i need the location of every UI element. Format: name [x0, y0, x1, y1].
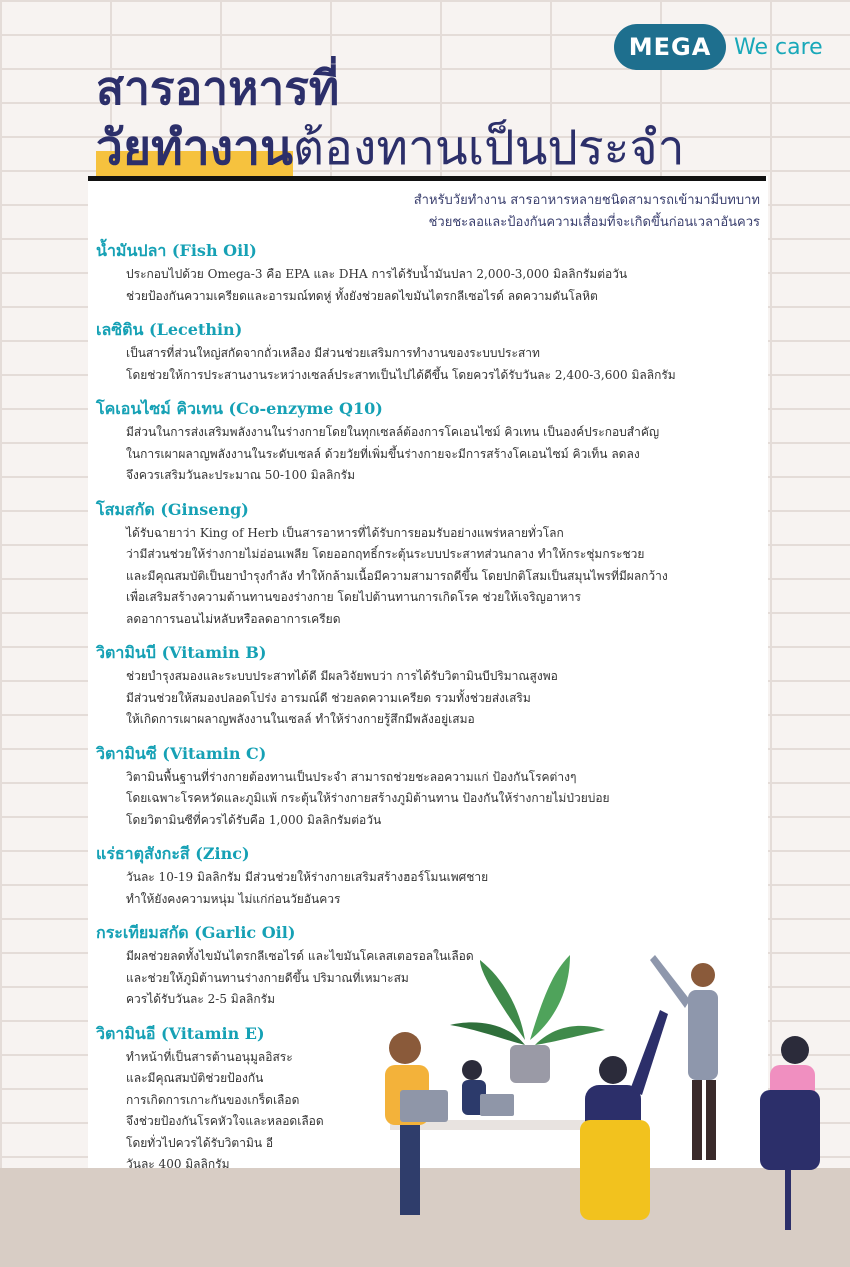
nutrient-description-line: และมีคุณสมบัติเป็นยาบำรุงกำลัง ทำให้กล้ามเนื้อมีความสามารถดีขึ้น โดยปกติโสมเป็นสมุนไพรที่มีผลกว้าง	[126, 568, 668, 583]
nutrient-description-line: ให้เกิดการเผาผลาญพลังงานในเซลล์ ทำให้ร่างกายรู้สึกมีพลังอยู่เสมอ	[126, 712, 475, 726]
intro-text	[414, 190, 760, 234]
title-rest: ต้องทานเป็นประจำ	[292, 120, 685, 176]
nutrient-section	[96, 743, 776, 832]
intro-line: สำหรับวัยทำงาน สารอาหารหลายชนิดสามารถเข้ามามีบทบาท	[413, 193, 760, 208]
nutrient-description-line: โดยช่วยให้การประสานงานระหว่างเซลล์ประสาทเป็นไปได้ดีขึ้น โดยควรได้รับวันละ 2,400-3,600 มิลลิกรัม	[126, 367, 676, 382]
nutrient-heading: โสมสกัด (Ginseng)	[96, 499, 249, 519]
nutrient-description-line: ทำหน้าที่เป็นสารต้านอนุมูลอิสระ	[126, 1049, 293, 1064]
nutrient-description-line: ในการเผาผลาญพลังงานในระดับเซลล์ ด้วยวัยที่เพิ่มขึ้นร่างกายจะมีการสร้างโคเอนไซม์ คิวเท็น ลดลง	[126, 446, 640, 461]
nutrient-description-line: ลดอาการนอนไม่หลับหรือลดอาการเครียด	[126, 611, 341, 626]
nutrient-heading: กระเทียมสกัด (Garlic Oil)	[96, 923, 296, 942]
nutrient-section	[96, 398, 776, 487]
nutrient-section	[96, 843, 776, 910]
woman-with-phone	[462, 1060, 514, 1116]
nutrient-description-line: โดยทั่วไปควรได้รับวิตามิน อี	[126, 1135, 274, 1150]
brand-tagline: We care	[734, 34, 823, 60]
mega-logo-badge: MEGA	[614, 24, 726, 70]
seated-woman-chair	[760, 1036, 820, 1230]
nutrient-heading: เลซิติน (Lecethin)	[96, 320, 243, 339]
nutrient-section	[96, 642, 776, 731]
nutrient-description-line: ควรได้รับวันละ 2-5 มิลลิกรัม	[126, 992, 276, 1006]
nutrient-description-line: วันละ 10-19 มิลลิกรัม มีส่วนช่วยให้ร่างกายเสริมสร้างฮอร์โมนเพศชาย	[126, 870, 489, 884]
nutrient-section	[96, 319, 776, 386]
nutrient-heading: วิตามินซี (Vitamin C)	[96, 743, 267, 763]
title-divider	[88, 176, 766, 181]
nutrient-heading: วิตามินบี (Vitamin B)	[96, 643, 267, 662]
office-team-illustration	[330, 930, 840, 1250]
nutrient-description-line: ช่วยป้องกันความเครียดและอารมณ์ทดหู่ ทั้งยังช่วยลดไขมันไตรกลีเซอไรด์ ลดความดันโลหิต	[126, 288, 598, 303]
title-highlight: วัยทำงาน	[96, 120, 293, 176]
nutrient-description-line: ประกอบไปด้วย Omega-3 คือ EPA และ DHA การได้รับน้ำมันปลา 2,000-3,000 มิลลิกรัมต่อวัน	[126, 267, 628, 281]
intro-line: ช่วยชะลอและป้องกันความเสื่อมที่จะเกิดขึ้นก่อนเวลาอันควร	[428, 215, 760, 230]
nutrient-description-line: มีผลช่วยลดทั้งไขมันไตรกลีเซอไรด์ และไขมันโคเลสเตอรอลในเลือด	[126, 949, 474, 963]
brand-logo	[614, 24, 823, 70]
nutrient-description-line: เพื่อเสริมสร้างความต้านทานของร่างกาย โดยไปต้านทานการเกิดโรค ช่วยให้เจริญอาหาร	[126, 590, 581, 604]
nutrient-description-line: ช่วยบำรุงสมองและระบบประสาทได้ดี มีผลวิจัยพบว่า การได้รับวิตามินบีปริมาณสูงพอ	[126, 669, 558, 683]
nutrient-heading: แร่ธาตุสังกะสี (Zinc)	[96, 844, 250, 863]
nutrient-description-line: จึงช่วยป้องกันโรคหัวใจและหลอดเลือด	[126, 1114, 324, 1128]
nutrient-heading: น้ำมันปลา (Fish Oil)	[96, 241, 257, 260]
nutrient-description-line: วันละ 400 มิลลิกรัม	[126, 1157, 230, 1171]
nutrient-description-line: และช่วยให้ภูมิต้านทานร่างกายดีขึ้น ปริมาณที่เหมาะสม	[126, 970, 409, 985]
standing-woman	[650, 955, 718, 1160]
nutrient-heading: โคเอนไซม์ คิวเทน (Co-enzyme Q10)	[96, 399, 383, 418]
nutrient-description-line: ทำให้ยังคงความหนุ่ม ไม่แก่ก่อนวัยอันควร	[126, 891, 341, 906]
nutrient-heading: วิตามินอี (Vitamin E)	[96, 1023, 265, 1043]
title-line-2	[96, 110, 685, 186]
nutrient-description-line: และมีคุณสมบัติช่วยป้องกัน	[126, 1071, 264, 1085]
nutrient-description-line: เป็นสารที่ส่วนใหญ่สกัดจากถั่วเหลือง มีส่วนช่วยเสริมการทำงานของระบบประสาท	[126, 346, 540, 360]
title-line-1: สารอาหารที่	[96, 61, 340, 115]
nutrient-section	[96, 499, 776, 631]
nutrient-description-line: ได้รับฉายาว่า King of Herb เป็นสารอาหารที่ได้รับการยอมรับอย่างแพร่หลายทั่วโลก	[126, 525, 564, 540]
nutrient-description-line: การเกิดการเกาะกันของเกร็ดเลือด	[126, 1092, 300, 1107]
nutrient-description-line: มีส่วนในการส่งเสริมพลังงานในร่างกายโดยในทุกเซลล์ต้องการโคเอนไซม์ คิวเทน เป็นองค์ประกอบสำคัญ	[126, 425, 660, 439]
nutrient-description-line: จึงควรเสริมวันละประมาณ 50-100 มิลลิกรัม	[126, 468, 356, 482]
nutrient-description-line: วิตามินพื้นฐานที่ร่างกายต้องทานเป็นประจำ สามารถช่วยชะลอความแก่ ป้องกันโรคต่างๆ	[126, 769, 577, 784]
person-raising-hand	[580, 1010, 668, 1220]
nutrient-description-line: โดยเฉพาะโรคหวัดและภูมิแพ้ กระตุ้นให้ร่างกายสร้างภูมิต้านทาน ป้องกันให้ร่างกายไม่ป่วยบ่อย	[126, 791, 610, 805]
nutrient-description-line: โดยวิตามินซีที่ควรได้รับคือ 1,000 มิลลิกรัมต่อวัน	[126, 812, 382, 827]
nutrient-description-line: ว่ามีส่วนช่วยให้ร่างกายไม่อ่อนเพลีย โดยออกฤทธิ์กระตุ้นระบบประสาทส่วนกลาง ทำให้กระชุ่มกระชวย	[126, 547, 645, 561]
nutrient-section	[96, 240, 776, 307]
nutrient-description-line: มีส่วนช่วยให้สมองปลอดโปร่ง อารมณ์ดี ช่วยลดความเครียด รวมทั้งช่วยส่งเสริม	[126, 690, 531, 705]
